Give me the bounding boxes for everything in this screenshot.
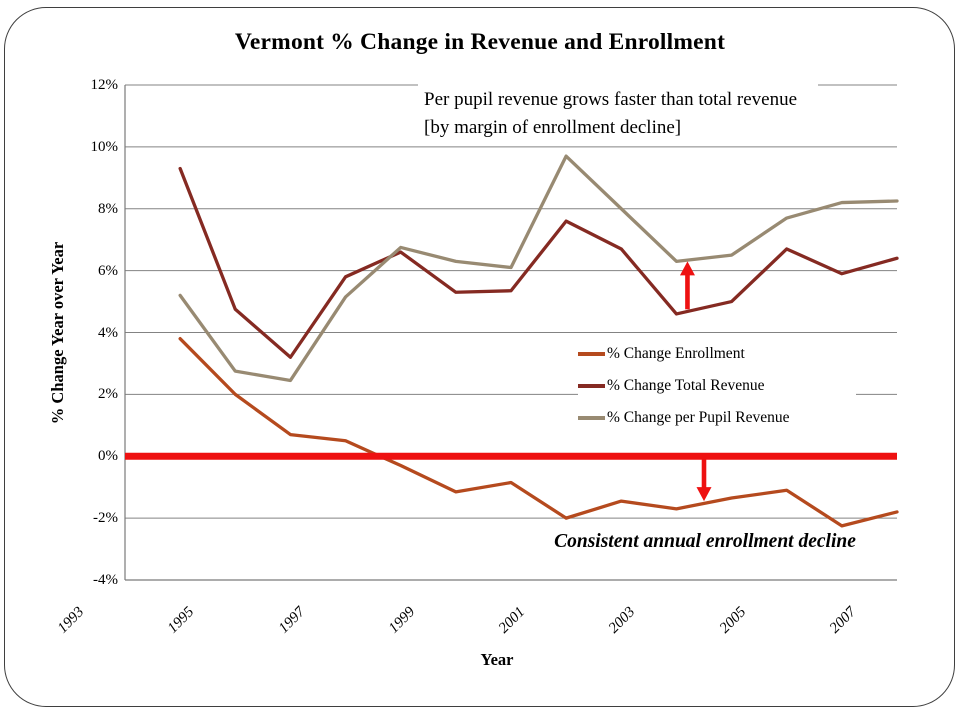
y-tick-label: 10% bbox=[90, 138, 118, 155]
legend-item bbox=[578, 338, 856, 370]
down-arrow-head bbox=[697, 487, 712, 501]
x-tick-label: 2003 bbox=[606, 604, 639, 637]
x-tick-label: 2007 bbox=[826, 604, 860, 637]
x-tick-label: 1993 bbox=[54, 604, 88, 637]
series-line-change-total-revenue bbox=[180, 169, 897, 358]
y-tick-label: 2% bbox=[98, 386, 118, 403]
up-arrow-head bbox=[680, 261, 695, 275]
y-tick-label: 4% bbox=[98, 324, 118, 341]
legend-label: % Change per Pupil Revenue bbox=[607, 409, 790, 426]
y-tick-label: 8% bbox=[98, 200, 118, 217]
annotation-top-note-line1: Per pupil revenue grows faster than total revenue bbox=[424, 89, 798, 110]
y-tick-label: 6% bbox=[98, 262, 118, 279]
legend-item bbox=[578, 402, 856, 434]
chart-legend bbox=[578, 338, 856, 434]
legend-line-swatch bbox=[578, 352, 605, 355]
y-tick-label: 0% bbox=[98, 448, 118, 465]
y-tick-label: 12% bbox=[90, 77, 118, 93]
legend-item bbox=[578, 370, 856, 402]
x-tick-label: 1995 bbox=[165, 604, 198, 637]
x-tick-label: 2005 bbox=[716, 604, 750, 637]
legend-line-swatch bbox=[578, 416, 605, 419]
y-tick-label: -4% bbox=[93, 572, 118, 588]
x-tick-label: 1997 bbox=[275, 604, 308, 637]
y-axis-title: % Change Year over Year bbox=[48, 241, 67, 425]
chart-title: Vermont % Change in Revenue and Enrollment bbox=[234, 29, 726, 55]
legend-line-swatch bbox=[578, 384, 605, 387]
annotation-bottom-note: Consistent annual enrollment decline bbox=[554, 531, 856, 552]
legend-label: % Change Total Revenue bbox=[607, 377, 765, 394]
legend-label: % Change Enrollment bbox=[607, 345, 745, 362]
x-tick-label: 2001 bbox=[495, 604, 529, 637]
annotation-top-note bbox=[424, 86, 797, 142]
x-tick-label: 1999 bbox=[385, 604, 419, 637]
x-axis-title: Year bbox=[480, 650, 514, 669]
annotation-top-note-line2: [by margin of enrollment decline] bbox=[424, 117, 682, 138]
y-tick-label: -2% bbox=[93, 510, 118, 527]
